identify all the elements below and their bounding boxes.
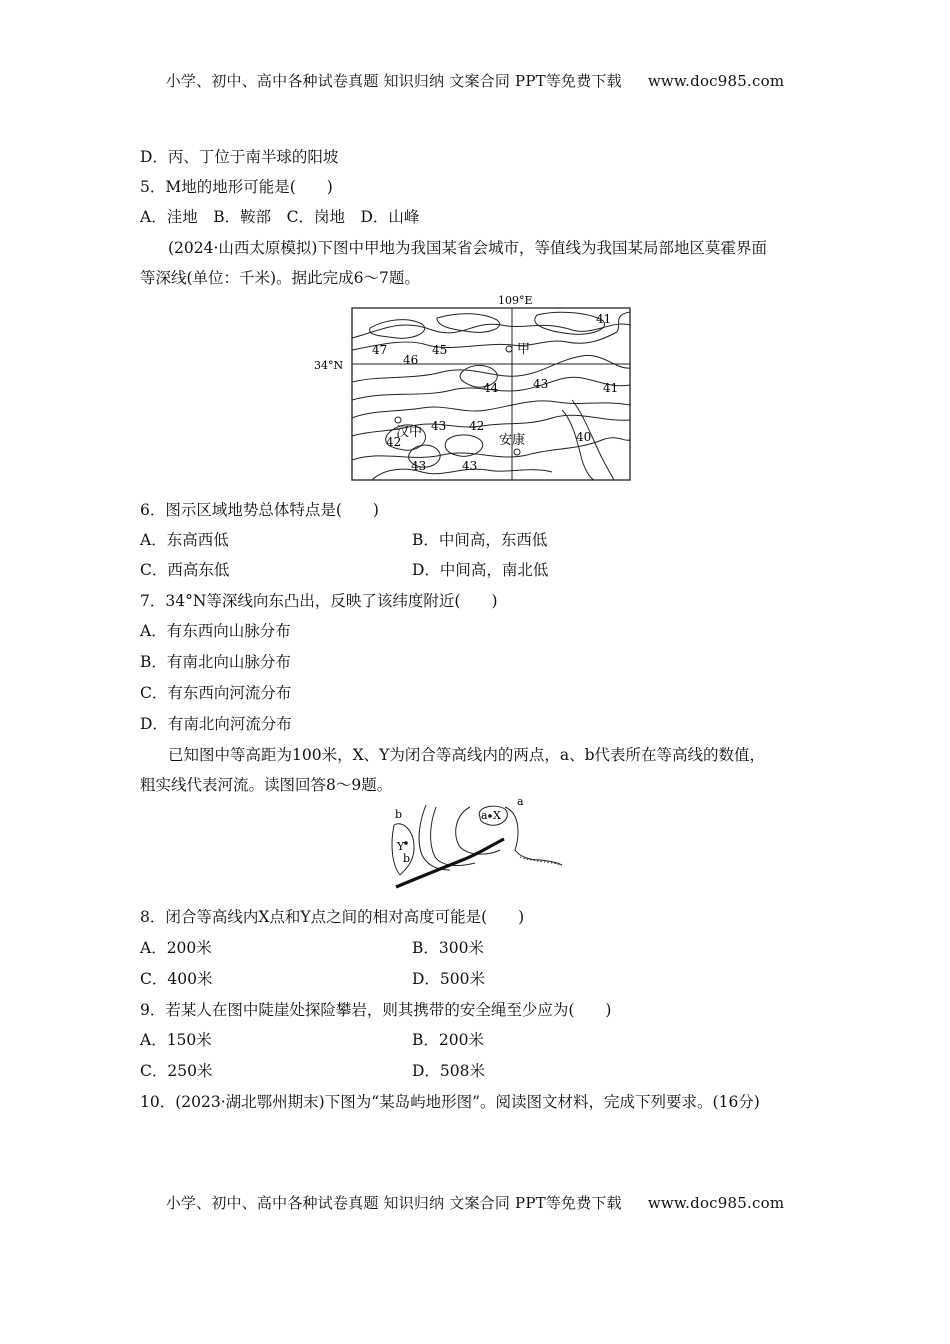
header-text: 小学、初中、高中各种试卷真题 知识归纳 文案合同 PPT等免费下载 [165, 72, 622, 90]
label-x: X [493, 809, 501, 822]
depth-label: 43 [411, 459, 427, 473]
city-hanzhong-marker [395, 417, 401, 423]
intro-8-9-line1: 已知图中等高距为100米，X、Y为闭合等高线内的两点，a、b代表所在等高线的数值， [168, 746, 766, 764]
header-url[interactable]: www.doc985.com [647, 72, 785, 90]
city-jia-label: 甲 [517, 342, 531, 357]
footer-text: 小学、初中、高中各种试卷真题 知识归纳 文案合同 PPT等免费下载 [165, 1194, 622, 1212]
q8-option-b: B．300米 [412, 939, 484, 957]
q7-stem: 7．34°N等深线向东凸出，反映了该纬度附近( ) [140, 592, 498, 610]
q5-options: A．洼地 B．鞍部 C．岗地 D．山峰 [140, 208, 420, 226]
depth-label: 42 [469, 419, 485, 433]
page-footer [0, 1192, 950, 1213]
q7-option-b: B．有南北向山脉分布 [140, 653, 291, 671]
point-y [404, 841, 408, 845]
label-y: Y [397, 840, 405, 853]
q8-option-d: D．500米 [412, 970, 486, 988]
depth-label: 45 [432, 343, 448, 357]
depth-label: 43 [431, 419, 447, 433]
depth-label: 44 [483, 381, 499, 395]
q8-stem: 8．闭合等高线内X点和Y点之间的相对高度可能是( ) [140, 908, 525, 926]
depth-label: 43 [462, 459, 478, 473]
depth-label: 40 [576, 430, 592, 444]
page-header [0, 70, 950, 91]
q8-option-a: A．200米 [140, 939, 212, 957]
q9-stem: 9．若某人在图中陡崖处探险攀岩，则其携带的安全绳至少应为( ) [140, 1001, 612, 1019]
contour-cliff-map [380, 795, 570, 890]
q7-option-d: D．有南北向河流分布 [140, 715, 292, 733]
q4-option-d: D．丙、丁位于南半球的阳坡 [140, 148, 339, 166]
longitude-label: 109°E [498, 294, 533, 307]
label-a-inner: a [481, 809, 488, 822]
q7-option-c: C．有东西向河流分布 [140, 684, 292, 702]
moho-depth-map [312, 290, 642, 485]
label-b-bottom: b [403, 852, 411, 865]
q9-option-d: D．508米 [412, 1062, 486, 1080]
footer-url[interactable]: www.doc985.com [647, 1194, 785, 1212]
intro-6-7-line2: 等深线(单位：千米)。据此完成6～7题。 [140, 269, 420, 287]
label-a-outer: a [517, 795, 524, 808]
city-ankang-marker [514, 449, 520, 455]
label-b-top: b [395, 808, 403, 821]
intro-6-7-line1: (2024·山西太原模拟)下图中甲地为我国某省会城市，等值线为我国某局部地区莫霍界面 [168, 239, 767, 257]
q10-stem: 10．(2023·湖北鄂州期末)下图为“某岛屿地形图”。阅读图文材料，完成下列要求。(16分) [140, 1093, 760, 1111]
q8-option-c: C．400米 [140, 970, 213, 988]
depth-label: 42 [386, 435, 402, 449]
q6-option-a: A．东高西低 [140, 531, 229, 549]
q5-stem: 5．M地的地形可能是( ) [140, 178, 333, 196]
city-hanzhong-label: 汉中 [396, 425, 423, 440]
q6-stem: 6．图示区域地势总体特点是( ) [140, 501, 379, 519]
city-jia-marker [506, 346, 512, 352]
q9-option-c: C．250米 [140, 1062, 213, 1080]
intro-8-9-line2: 粗实线代表河流。读图回答8～9题。 [140, 776, 393, 794]
q9-option-a: A．150米 [140, 1031, 212, 1049]
latitude-label: 34°N [314, 359, 344, 372]
point-x [488, 814, 492, 818]
depth-label: 41 [596, 312, 612, 326]
depth-label: 41 [603, 381, 619, 395]
q6-option-b: B．中间高，东西低 [412, 531, 548, 549]
depth-label: 46 [403, 353, 419, 367]
q6-option-d: D．中间高，南北低 [412, 561, 549, 579]
depth-label: 43 [533, 377, 549, 391]
river-line [396, 839, 504, 887]
q9-option-b: B．200米 [412, 1031, 484, 1049]
depth-label: 47 [372, 343, 388, 357]
q6-option-c: C．西高东低 [140, 561, 230, 579]
q7-option-a: A．有东西向山脉分布 [140, 622, 291, 640]
city-ankang-label: 安康 [499, 433, 526, 448]
